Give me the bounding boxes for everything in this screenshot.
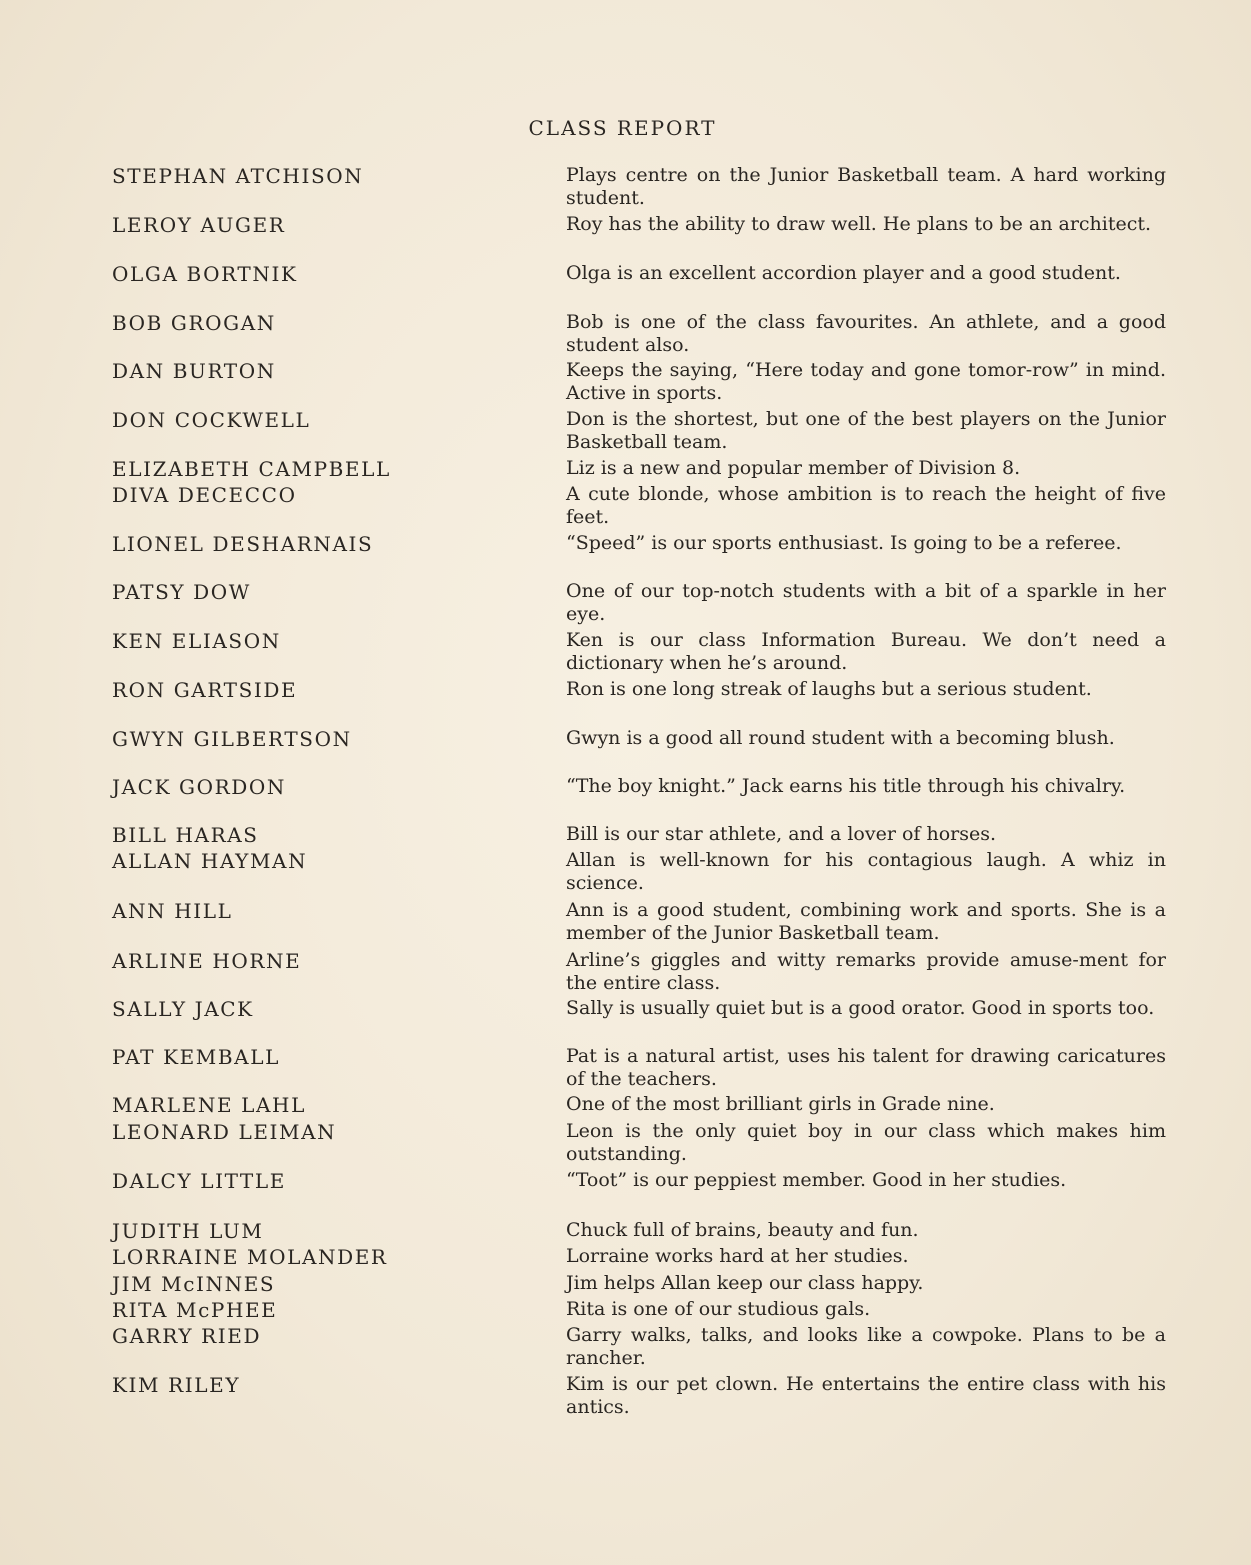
student-name: BILL HARAS <box>112 823 259 847</box>
student-description: Lorraine works hard at her studies. <box>566 1245 909 1267</box>
student-description: Ann is a good student, combining work and sports. She is a member of the Junior Basketball team. <box>566 899 1166 944</box>
student-description: Chuck full of brains, beauty and fun. <box>566 1219 919 1241</box>
student-name: BOB GROGAN <box>112 311 276 335</box>
student-name: ARLINE HORNE <box>112 949 302 973</box>
student-description: Plays centre on the Junior Basketball team. A hard working student. <box>566 164 1166 209</box>
student-description: “The boy knight.” Jack earns his title through his chivalry. <box>566 775 1126 797</box>
student-name: SALLY JACK <box>112 997 254 1021</box>
student-description: “Speed” is our sports enthusiast. Is going to be a referee. <box>566 532 1122 554</box>
student-name: DON COCKWELL <box>112 408 311 432</box>
student-name: LORRAINE MOLANDER <box>112 1245 388 1269</box>
student-name: KIM RILEY <box>112 1373 241 1397</box>
student-description: Kim is our pet clown. He entertains the entire class with his antics. <box>566 1373 1166 1418</box>
student-description: Pat is a natural artist, uses his talent for drawing caricatures of the teachers. <box>566 1045 1166 1090</box>
student-description: Bob is one of the class favourites. An athlete, and a good student also. <box>566 311 1166 356</box>
student-name: RON GARTSIDE <box>112 678 298 702</box>
student-description: Roy has the ability to draw well. He plans to be an architect. <box>566 213 1152 235</box>
student-name: JIM McINNES <box>112 1272 276 1296</box>
student-description: A cute blonde, whose ambition is to reach the height of five feet. <box>566 483 1166 528</box>
student-description: One of our top-notch students with a bit of a sparkle in her eye. <box>566 580 1166 625</box>
student-name: OLGA BORTNIK <box>112 262 298 286</box>
student-name: DIVA DECECCO <box>112 483 297 507</box>
student-name: STEPHAN ATCHISON <box>112 164 364 188</box>
student-name: LEROY AUGER <box>112 213 286 237</box>
student-description: Ken is our class Information Bureau. We don’t need a dictionary when he’s around. <box>566 629 1166 674</box>
student-name: ANN HILL <box>112 899 233 923</box>
student-name: RITA McPHEE <box>112 1298 278 1322</box>
student-name: LIONEL DESHARNAIS <box>112 532 374 556</box>
student-description: Keeps the saying, “Here today and gone tomor-row” in mind. Active in sports. <box>566 359 1166 404</box>
student-name: MARLENE LAHL <box>112 1093 306 1117</box>
student-name: ALLAN HAYMAN <box>112 849 308 873</box>
student-name: GARRY RIED <box>112 1324 262 1348</box>
student-description: Ron is one long streak of laughs but a serious student. <box>566 678 1092 700</box>
student-description: “Toot” is our peppiest member. Good in her studies. <box>566 1169 1067 1191</box>
student-name: JACK GORDON <box>112 775 287 799</box>
student-name: LEONARD LEIMAN <box>112 1120 337 1144</box>
page-title: CLASS REPORT <box>528 116 717 140</box>
student-description: Garry walks, talks, and looks like a cowpoke. Plans to be a rancher. <box>566 1324 1166 1369</box>
student-description: One of the most brilliant girls in Grade nine. <box>566 1093 995 1115</box>
student-description: Gwyn is a good all round student with a becoming blush. <box>566 727 1115 749</box>
student-name: ELIZABETH CAMPBELL <box>112 457 391 481</box>
student-name: DAN BURTON <box>112 359 276 383</box>
student-description: Sally is usually quiet but is a good orator. Good in sports too. <box>566 997 1155 1019</box>
student-name: GWYN GILBERTSON <box>112 727 352 751</box>
student-name: KEN ELIASON <box>112 629 281 653</box>
student-description: Allan is well-known for his contagious laugh. A whiz in science. <box>566 849 1166 894</box>
student-description: Don is the shortest, but one of the best players on the Junior Basketball team. <box>566 408 1166 453</box>
student-description: Liz is a new and popular member of Division 8. <box>566 457 1021 479</box>
student-name: PATSY DOW <box>112 580 251 604</box>
student-name: JUDITH LUM <box>112 1219 264 1243</box>
student-name: DALCY LITTLE <box>112 1169 286 1193</box>
student-description: Arline’s giggles and witty remarks provide amuse-ment for the entire class. <box>566 949 1166 994</box>
student-description: Olga is an excellent accordion player and a good student. <box>566 262 1121 284</box>
student-description: Bill is our star athlete, and a lover of horses. <box>566 823 997 845</box>
student-description: Rita is one of our studious gals. <box>566 1298 871 1320</box>
student-description: Leon is the only quiet boy in our class which makes him outstanding. <box>566 1120 1166 1165</box>
student-name: PAT KEMBALL <box>112 1045 280 1069</box>
student-description: Jim helps Allan keep our class happy. <box>566 1272 924 1294</box>
